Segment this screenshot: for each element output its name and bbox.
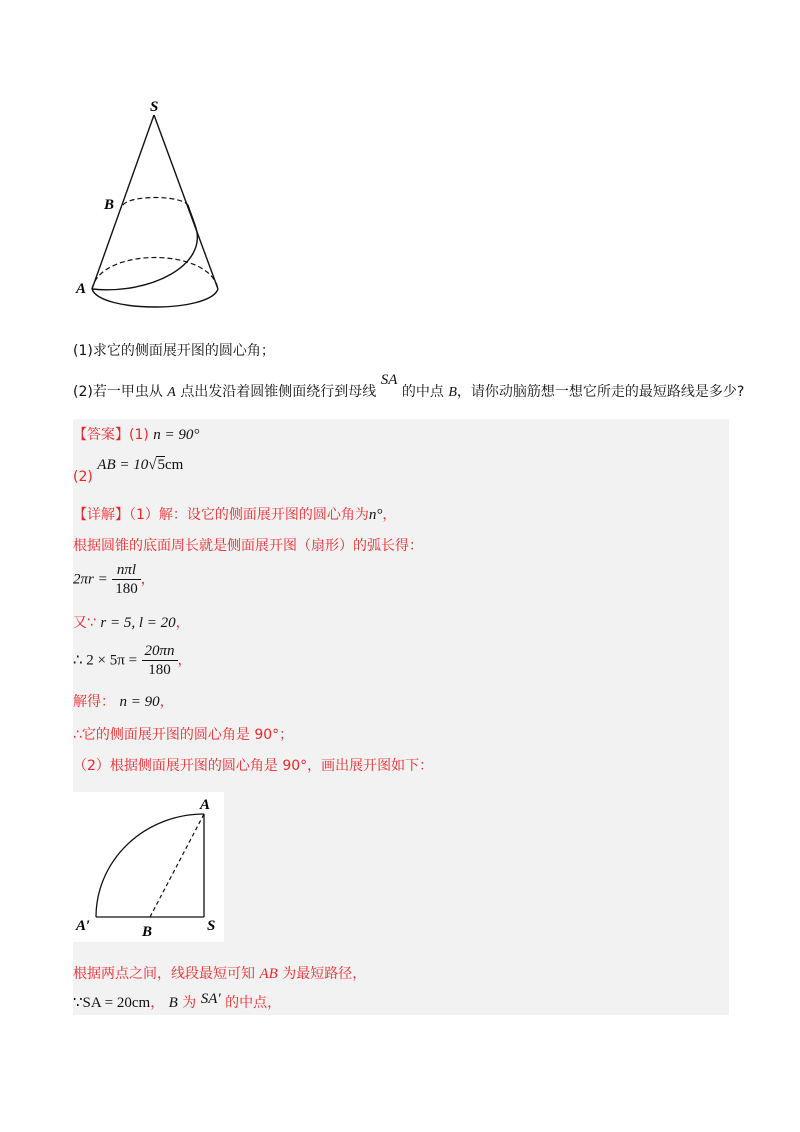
cone-side-left (92, 115, 154, 289)
sector-label-b: B (142, 924, 153, 940)
segment-ab (150, 814, 204, 917)
cone-label-b: B (104, 197, 115, 213)
sector-arc (96, 814, 204, 917)
cone-mid-circle (123, 198, 188, 206)
answer-line-1: 【答案】(1) n = 90° (73, 427, 200, 443)
answer-p2-math: AB = 10√5cm (97, 457, 184, 473)
cone-base-front (92, 289, 218, 307)
fraction-20pin-180: $\frac{20\pi n}{180}$ (142, 642, 178, 679)
detail-line-6: 解得： n = 90， (73, 694, 174, 710)
detail-line-4: 又∵ r = 5, l = 20， (73, 615, 190, 631)
detail-line-1: 【详解】（1）解：设它的侧面展开图的圆心角为n°， (73, 507, 397, 523)
cone-label-a: A (76, 281, 87, 297)
detail-line-5: ∴ 2 × 5π = $\frac{20\pi n}{180}$ ， (73, 643, 192, 678)
answer-tag: 【答案】 (73, 427, 129, 443)
detail-line-8: （2）根据侧面展开图的圆心角是 90°，画出展开图如下： (73, 758, 434, 774)
answer-p1-math: n = 90° (153, 427, 200, 443)
detail-line-10: ∵SA = 20cm， B 为 SA′ 的中点， (73, 991, 282, 1011)
sector-label-a-prime: A′ (76, 918, 91, 934)
sector-label-a: A (200, 797, 211, 813)
fraction-npil-180: $\frac{\text{nπl}}{180}$ (112, 561, 141, 598)
sector-figure (73, 792, 224, 942)
question-part1-text: (1)求它的侧面展开图的圆心角； (73, 343, 275, 359)
cone-figure (70, 95, 240, 325)
cone-label-s: S (150, 99, 159, 115)
detail-line-3: 2πr = $\frac{\text{nπl}}{180}$ ， (73, 562, 155, 597)
sector-label-s: S (207, 918, 216, 934)
beetle-path (92, 205, 197, 290)
question-part1 (73, 341, 275, 361)
detail-line-9: 根据两点之间，线段最短可知 AB 为最短路径， (73, 966, 367, 982)
detail-line-2: 根据圆锥的底面周长就是侧面展开图（扇形）的弧长得： (73, 538, 423, 554)
detail-line-7: ∴它的侧面展开图的圆心角是 90°； (73, 727, 294, 743)
detail-tag: 【详解】 (73, 507, 129, 523)
cone-base-back (92, 258, 218, 290)
question-part2: (2)若一甲虫从 A 点出发沿着圆锥侧面绕行到母线 SA 的中点 B，请你动脑筋想一想它所走的最短路线是多少? (73, 372, 745, 400)
question-line-sa: SA (380, 372, 398, 388)
answer-line-2: (2) AB = 10√5cm (73, 457, 184, 485)
